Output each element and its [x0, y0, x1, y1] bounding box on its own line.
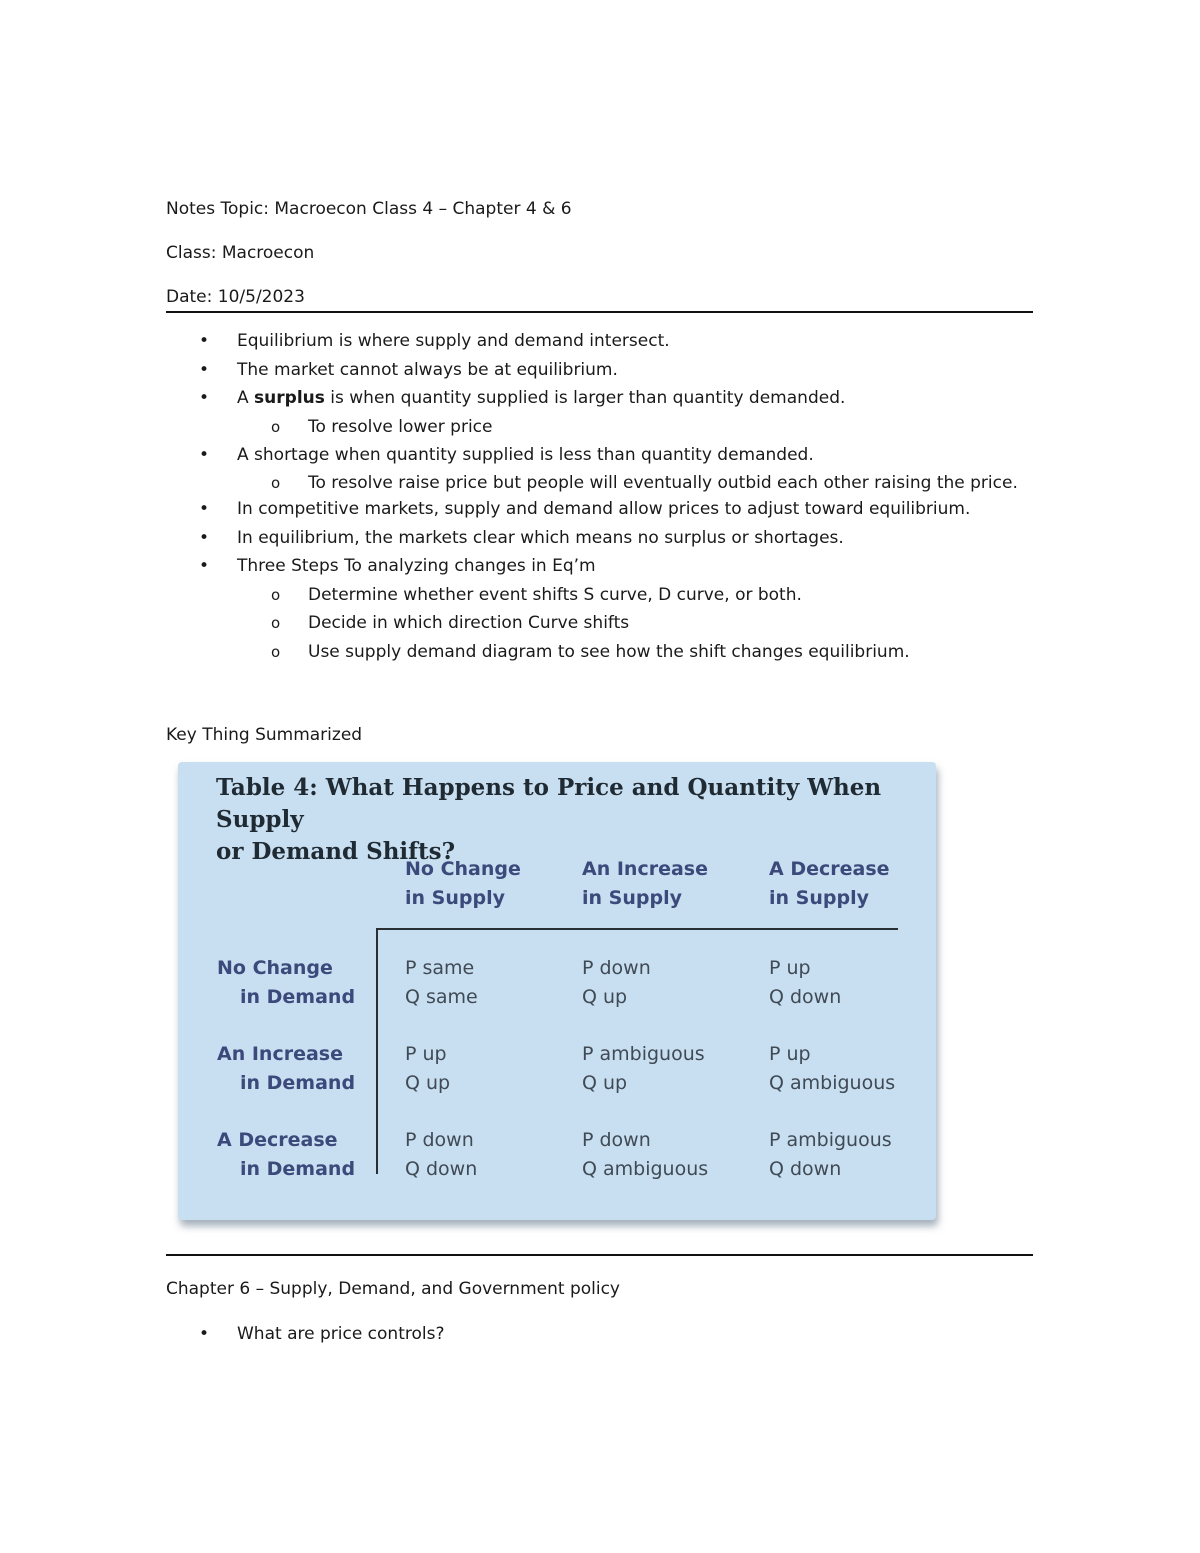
table-cell: P up Q up — [405, 1043, 451, 1094]
column-header: No Change in Supply — [405, 858, 521, 909]
bullet-icon: • — [199, 388, 210, 408]
sub-bullet-icon: o — [271, 417, 281, 436]
column-header: An Increase in Supply — [582, 858, 708, 909]
sub-list-item: o Use supply demand diagram to see how the shift changes equilibrium. — [271, 641, 910, 662]
table-cell: P ambiguous Q up — [582, 1043, 705, 1094]
table-cell: P same Q same — [405, 957, 478, 1008]
list-item: • A surplus is when quantity supplied is larger than quantity demanded. — [199, 388, 846, 408]
list-item: • The market cannot always be at equilibrium. — [199, 359, 618, 380]
sub-list-item: o To resolve lower price — [271, 416, 493, 437]
table-title: Table 4: What Happens to Price and Quantity When Supply or Demand Shifts? — [216, 774, 882, 865]
key-thing-label: Key Thing Summarized — [166, 725, 363, 745]
column-header: A Decrease in Supply — [769, 858, 890, 909]
notes-list — [166, 330, 1026, 669]
row-header: No Change in Demand — [217, 957, 356, 1008]
bullet-icon: • — [199, 359, 210, 380]
notes-topic: Notes Topic: Macroecon Class 4 – Chapter 4 & 6 — [166, 199, 572, 219]
date-label: Date: 10/5/2023 — [166, 287, 305, 307]
table-cell: P up Q ambiguous — [769, 1043, 896, 1094]
sub-list-item: o Determine whether event shifts S curve, D curve, or both. — [271, 584, 802, 605]
class-label: Class: Macroecon — [166, 243, 315, 263]
bullet-icon: • — [199, 331, 210, 351]
list-item: • A shortage when quantity supplied is less than quantity demanded. — [199, 445, 814, 465]
bullet-icon: • — [199, 1324, 210, 1344]
sub-bullet-icon: o — [271, 474, 281, 492]
surplus-term: surplus — [254, 388, 325, 408]
table-row-header-rule — [376, 928, 378, 1174]
bullet-icon: • — [199, 499, 210, 519]
table-header-rule — [376, 928, 898, 930]
supply-demand-table-image — [170, 762, 940, 1229]
table-cell: P down Q up — [582, 957, 651, 1008]
sub-bullet-icon: o — [271, 642, 281, 661]
table-cell: P up Q down — [769, 957, 842, 1008]
section-divider — [166, 1254, 1033, 1256]
sub-list-item: o To resolve raise price but people will eventually outbid each other raising the price. — [166, 469, 1026, 498]
bullet-icon: • — [199, 527, 210, 548]
table-cell: P ambiguous Q down — [769, 1129, 892, 1180]
table-cell: P down Q down — [405, 1129, 478, 1180]
bullet-icon: • — [199, 445, 210, 465]
row-header: An Increase in Demand — [217, 1043, 356, 1094]
chapter-heading: Chapter 6 – Supply, Demand, and Government policy — [166, 1279, 620, 1299]
table-cell: P down Q ambiguous — [582, 1129, 709, 1180]
sub-bullet-icon: o — [271, 614, 281, 632]
header-divider — [166, 311, 1033, 313]
sub-list-item: o Decide in which direction Curve shifts — [271, 613, 630, 633]
list-item: • Equilibrium is where supply and demand intersect. — [199, 331, 670, 351]
list-item: • Three Steps To analyzing changes in Eq’m — [199, 556, 596, 576]
list-item: • In equilibrium, the markets clear which means no surplus or shortages. — [199, 527, 844, 548]
sub-bullet-icon: o — [271, 585, 281, 604]
bullet-icon: • — [199, 556, 210, 576]
row-header: A Decrease in Demand — [217, 1129, 356, 1180]
list-item: • In competitive markets, supply and demand allow prices to adjust toward equilibrium. — [199, 499, 971, 519]
list-item: • What are price controls? — [199, 1324, 445, 1344]
